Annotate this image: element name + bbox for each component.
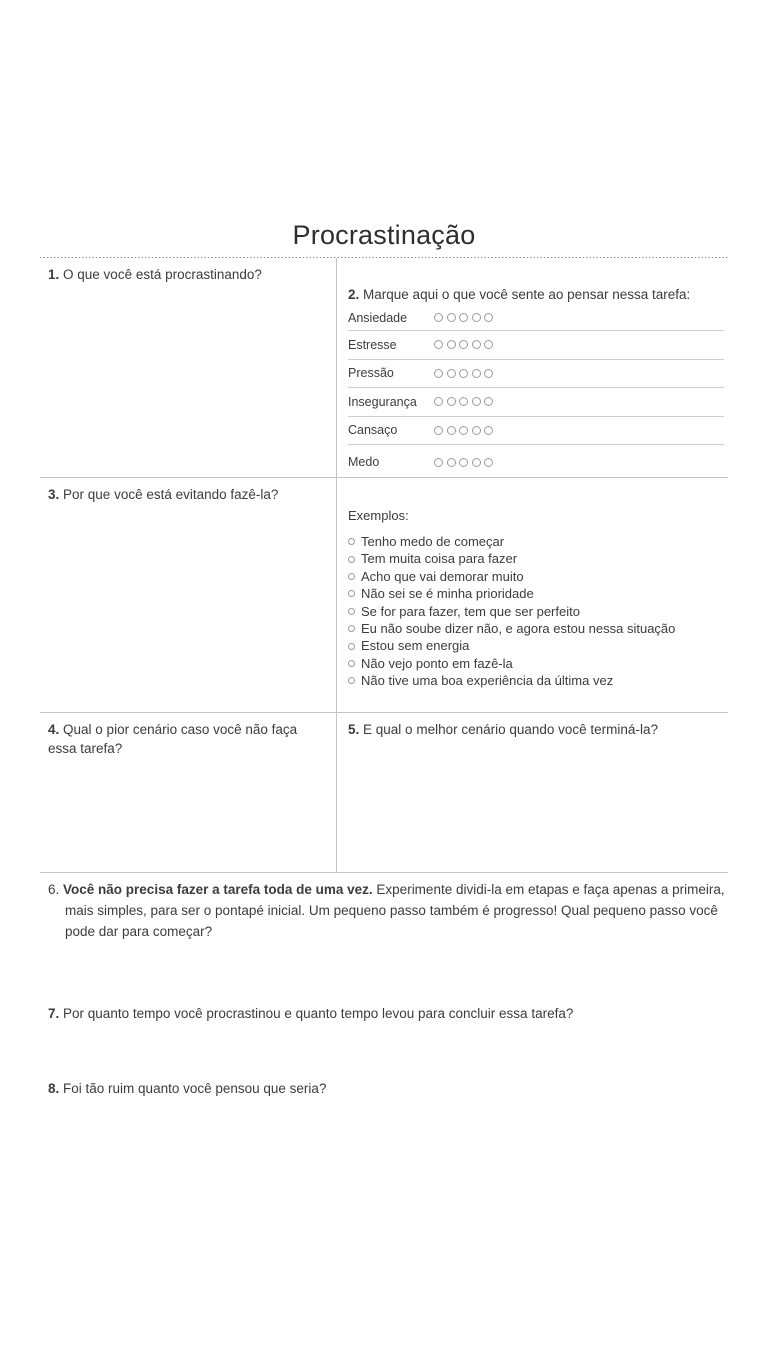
feeling-label: Ansiedade	[348, 310, 408, 325]
circle-bullet-icon	[348, 590, 355, 597]
cell-question-3	[40, 478, 337, 712]
question-4-number: 4.	[48, 722, 60, 737]
rating-circle[interactable]	[434, 397, 443, 406]
feeling-row	[348, 417, 724, 446]
example-text: Se for para fazer, tem que ser perfeito	[361, 603, 580, 619]
question-2-number: 2.	[348, 287, 360, 302]
feeling-label: Insegurança	[348, 394, 417, 409]
rating-circle[interactable]	[459, 313, 468, 322]
question-4	[48, 720, 322, 758]
rating-circle[interactable]	[459, 397, 468, 406]
rating-circle[interactable]	[434, 458, 443, 467]
example-item	[348, 533, 724, 550]
rating-circle[interactable]	[484, 369, 493, 378]
example-text: Tem muita coisa para fazer	[361, 551, 518, 567]
rating-circle[interactable]	[472, 426, 481, 435]
rating-circle[interactable]	[447, 397, 456, 406]
feeling-label: Medo	[348, 455, 380, 469]
question-2-text: Marque aqui o que você sente ao pensar nessa tarefa:	[363, 287, 691, 302]
grid-row-2	[40, 478, 728, 713]
question-6-number: 6.	[48, 882, 60, 897]
question-7-number: 7.	[48, 1006, 60, 1021]
feeling-row	[348, 388, 724, 417]
example-text: Tenho medo de começar	[361, 534, 505, 549]
rating-circle[interactable]	[459, 340, 468, 349]
question-3	[48, 485, 322, 504]
example-item	[348, 620, 724, 637]
question-8-number: 8.	[48, 1081, 60, 1096]
feeling-row	[348, 331, 724, 360]
question-4-text: Qual o pior cenário caso você não faça essa tarefa?	[48, 722, 298, 756]
circle-bullet-icon	[348, 660, 355, 667]
rating-circle[interactable]	[447, 340, 456, 349]
question-8	[40, 1079, 728, 1098]
question-3-number: 3.	[48, 487, 60, 502]
rating-circle[interactable]	[472, 313, 481, 322]
rating-circle[interactable]	[447, 458, 456, 467]
cell-question-5	[337, 713, 728, 872]
rating-circle[interactable]	[447, 313, 456, 322]
rating-circle[interactable]	[447, 369, 456, 378]
question-5-text: E qual o melhor cenário quando você terminá-la?	[363, 722, 658, 737]
question-3-text: Por que você está evitando fazê-la?	[63, 487, 279, 502]
question-6-text: Experimente dividi-la em etapas e faça apenas a primeira, mais simples, para ser o pontapé inicial. Um pequeno passo também é progresso! Qual pequeno passo você pode dar para começar?	[65, 882, 725, 939]
circle-bullet-icon	[348, 643, 355, 650]
question-1	[48, 265, 322, 284]
feeling-row	[348, 305, 724, 331]
rating-circle[interactable]	[472, 340, 481, 349]
example-text: Acho que vai demorar muito	[361, 568, 524, 584]
example-item	[348, 568, 724, 585]
question-2	[348, 258, 724, 305]
rating-circle[interactable]	[484, 313, 493, 322]
circle-bullet-icon	[348, 538, 355, 545]
rating-circle[interactable]	[459, 458, 468, 467]
rating-circle[interactable]	[459, 369, 468, 378]
rating-circle[interactable]	[434, 313, 443, 322]
examples-list	[348, 533, 724, 690]
example-item	[348, 550, 724, 567]
cell-question-4	[40, 713, 337, 872]
feeling-row	[348, 445, 724, 479]
circle-bullet-icon	[348, 573, 355, 580]
example-item	[348, 637, 724, 654]
rating-circle[interactable]	[434, 340, 443, 349]
question-1-number: 1.	[48, 267, 60, 282]
question-grid	[40, 258, 728, 873]
page-title: Procrastinação	[292, 220, 476, 250]
rating-scale	[434, 369, 493, 378]
rating-scale	[434, 426, 493, 435]
circle-bullet-icon	[348, 556, 355, 563]
question-5	[348, 713, 724, 739]
question-1-text: O que você está procrastinando?	[63, 267, 262, 282]
example-item	[348, 672, 724, 689]
example-item	[348, 603, 724, 620]
rating-circle[interactable]	[484, 397, 493, 406]
rating-scale	[434, 397, 493, 406]
feeling-label: Pressão	[348, 366, 394, 381]
feeling-row	[348, 360, 724, 389]
grid-row-3	[40, 713, 728, 873]
rating-circle[interactable]	[434, 426, 443, 435]
example-text: Não vejo ponto em fazê-la	[361, 655, 513, 671]
feelings-table	[348, 305, 724, 479]
rating-scale	[434, 340, 493, 349]
cell-examples	[337, 478, 728, 712]
cell-question-1	[40, 258, 337, 477]
rating-circle[interactable]	[434, 369, 443, 378]
example-item	[348, 585, 724, 602]
question-7-text: Por quanto tempo você procrastinou e quanto tempo levou para concluir essa tarefa?	[63, 1006, 574, 1021]
circle-bullet-icon	[348, 677, 355, 684]
grid-row-1	[40, 258, 728, 478]
rating-scale	[434, 313, 493, 322]
question-7	[40, 1004, 728, 1023]
rating-circle[interactable]	[472, 397, 481, 406]
feeling-label: Cansaço	[348, 423, 398, 438]
question-6	[40, 879, 728, 942]
question-6-bold-text: Você não precisa fazer a tarefa toda de uma vez.	[63, 882, 373, 897]
example-text: Não sei se é minha prioridade	[361, 586, 534, 602]
cell-question-2	[337, 258, 728, 477]
question-8-text: Foi tão ruim quanto você pensou que seria?	[63, 1081, 327, 1096]
rating-circle[interactable]	[472, 458, 481, 467]
circle-bullet-icon	[348, 625, 355, 632]
rating-scale	[434, 458, 493, 467]
examples-label: Exemplos:	[348, 508, 409, 523]
feeling-label: Estresse	[348, 337, 397, 352]
rating-circle[interactable]	[484, 458, 493, 467]
rating-circle[interactable]	[484, 426, 493, 435]
worksheet	[40, 0, 728, 1098]
question-5-number: 5.	[348, 722, 360, 737]
rating-circle[interactable]	[472, 369, 481, 378]
rating-circle[interactable]	[459, 426, 468, 435]
rating-circle[interactable]	[447, 426, 456, 435]
example-text: Eu não soube dizer não, e agora estou nessa situação	[361, 621, 676, 637]
example-text: Estou sem energia	[361, 638, 470, 654]
example-text: Não tive uma boa experiência da última vez	[361, 673, 614, 689]
circle-bullet-icon	[348, 608, 355, 615]
example-item	[348, 655, 724, 672]
rating-circle[interactable]	[484, 340, 493, 349]
